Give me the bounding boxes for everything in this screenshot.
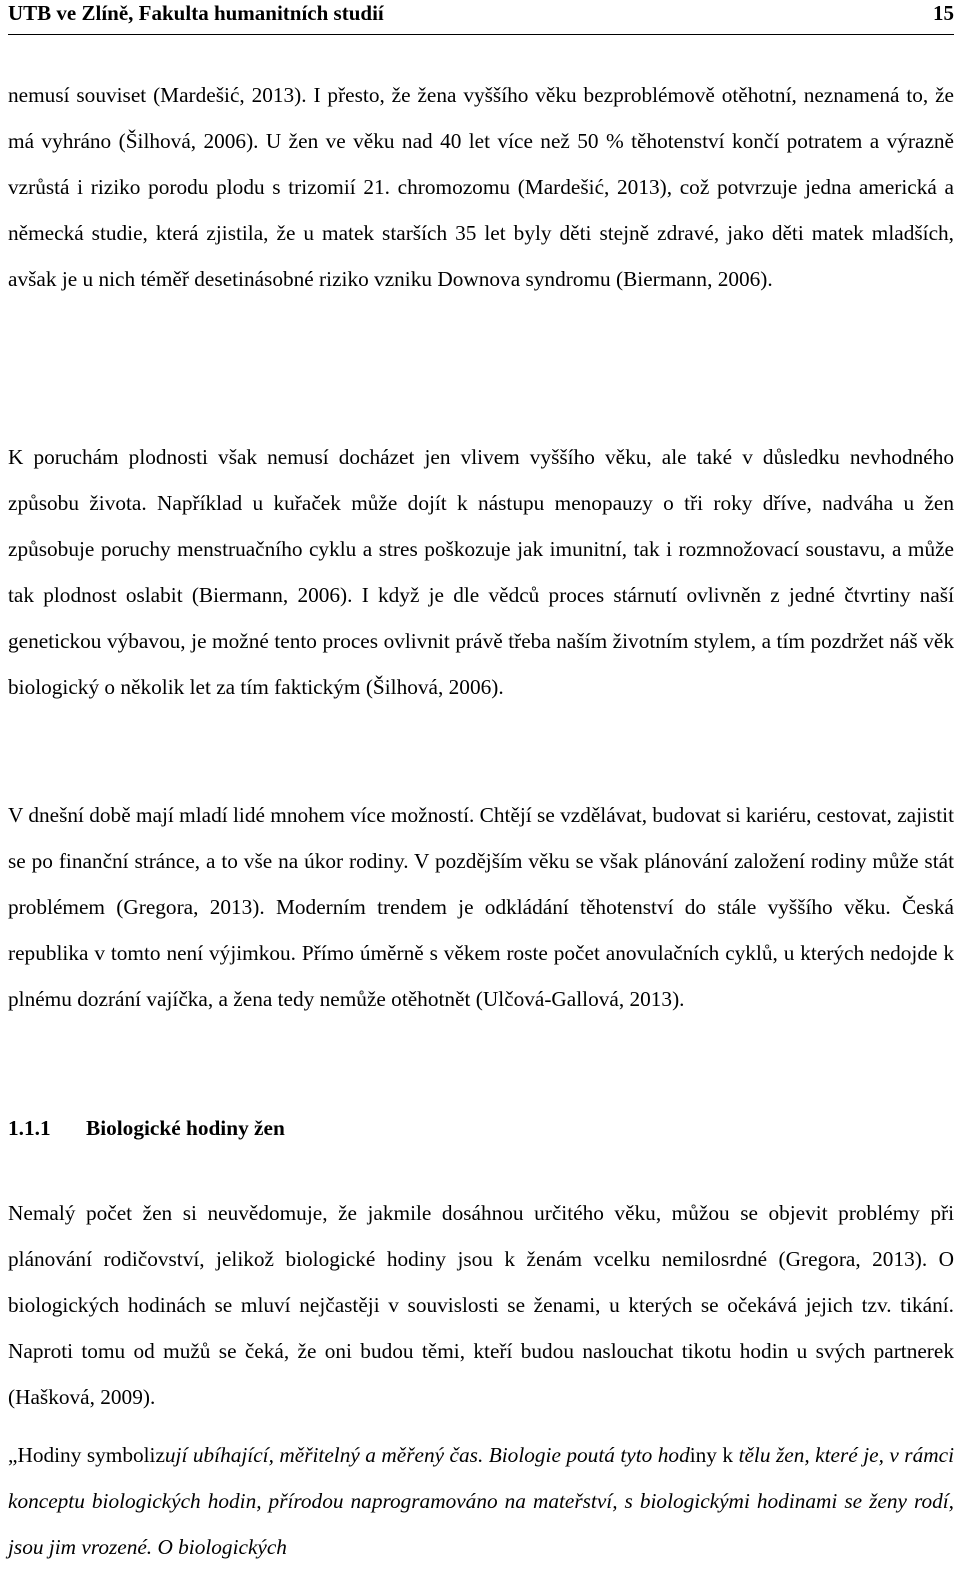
paragraph-2: K poruchám plodnosti však nemusí docházet jen vlivem vyššího věku, ale také v důsledku nevhodného způsobu života. Například u kuřaček může dojít k nástupu menopauzy o tři roky dříve, nadváha u žen způsobuje poruchy menstruačního cyklu a stres poškozuje jak imunitní, tak i rozmnožovací soustavu, a může tak plodnost oslabit (Biermann, 2006). I když je dle vědců proces stárnutí ovlivněn z jedné čtvrtiny naší genetickou výbavou, je možné tento proces ovlivnit právě třeba naším životním stylem, a tím pozdržet náš věk biologický o několik let za tím faktickým (Šilhová, 2006). <box>8 445 954 699</box>
page-number: 15 <box>933 1 954 25</box>
quote-text-italic-2: tělu žen, které je, v rámci konceptu biologických hodin, přírodou naprogramováno na mateřství, s biologickými hodinami se ženy rodí, jsou jim vrozené. O biologických <box>8 1443 954 1559</box>
quote-text-mid: iny k <box>689 1443 739 1467</box>
section-heading <box>8 1113 285 1143</box>
header-title: UTB ve Zlíně, Fakulta humanitních studií <box>8 1 384 25</box>
quote-paragraph <box>8 1432 954 1570</box>
quote-text-italic-1: ují ubíhající, měřitelný a měřený čas. Biologie poutá tyto hod <box>164 1443 690 1467</box>
page-header <box>8 0 954 35</box>
section-number: 1.1.1 <box>8 1116 51 1140</box>
section-title: Biologické hodiny žen <box>86 1116 285 1140</box>
paragraph-4: Nemalý počet žen si neuvědomuje, že jakmile dosáhnou určitého věku, můžou se objevit problémy při plánování rodičovství, jelikož biologické hodiny jsou k ženám vcelku nemilosrdné (Gregora, 2013). O biologických hodinách se mluví nejčastěji v souvislosti se ženami, u kterých se očekává jejich tzv. tikání. Naproti tomu od mužů se čeká, že oni budou těmi, kteří budou naslouchat tikotu hodin u svých partnerek (Hašková, 2009). <box>8 1201 954 1409</box>
paragraph-1: nemusí souviset (Mardešić, 2013). I přesto, že žena vyššího věku bezproblémově otěhotní, neznamená to, že má vyhráno (Šilhová, 2006). U žen ve věku nad 40 let více než 50 % těhotenství končí potratem a výrazně vzrůstá i riziko porodu plodu s trizomií 21. chromozomu (Mardešić, 2013), což potvrzuje jedna americká a německá studie, která zjistila, že u matek starších 35 let byly děti stejně zdravé, jako děti matek mladších, avšak je u nich téměř desetinásobné riziko vzniku Downova syndromu (Biermann, 2006). <box>8 83 954 291</box>
quote-text-start: „Hodiny symboliz <box>8 1443 165 1467</box>
paragraph-3: V dnešní době mají mladí lidé mnohem více možností. Chtějí se vzdělávat, budovat si kariéru, cestovat, zajistit se po finanční stránce, a to vše na úkor rodiny. V pozdějším věku se však plánování založení rodiny může stát problémem (Gregora, 2013). Moderním trendem je odkládání těhotenství do stále vyššího věku. Česká republika v tomto není výjimkou. Přímo úměrně s věkem roste počet anovulačních cyklů, u kterých nedojde k plnému dozrání vajíčka, a žena tedy nemůže otěhotnět (Ulčová-Gallová, 2013). <box>8 803 954 1011</box>
